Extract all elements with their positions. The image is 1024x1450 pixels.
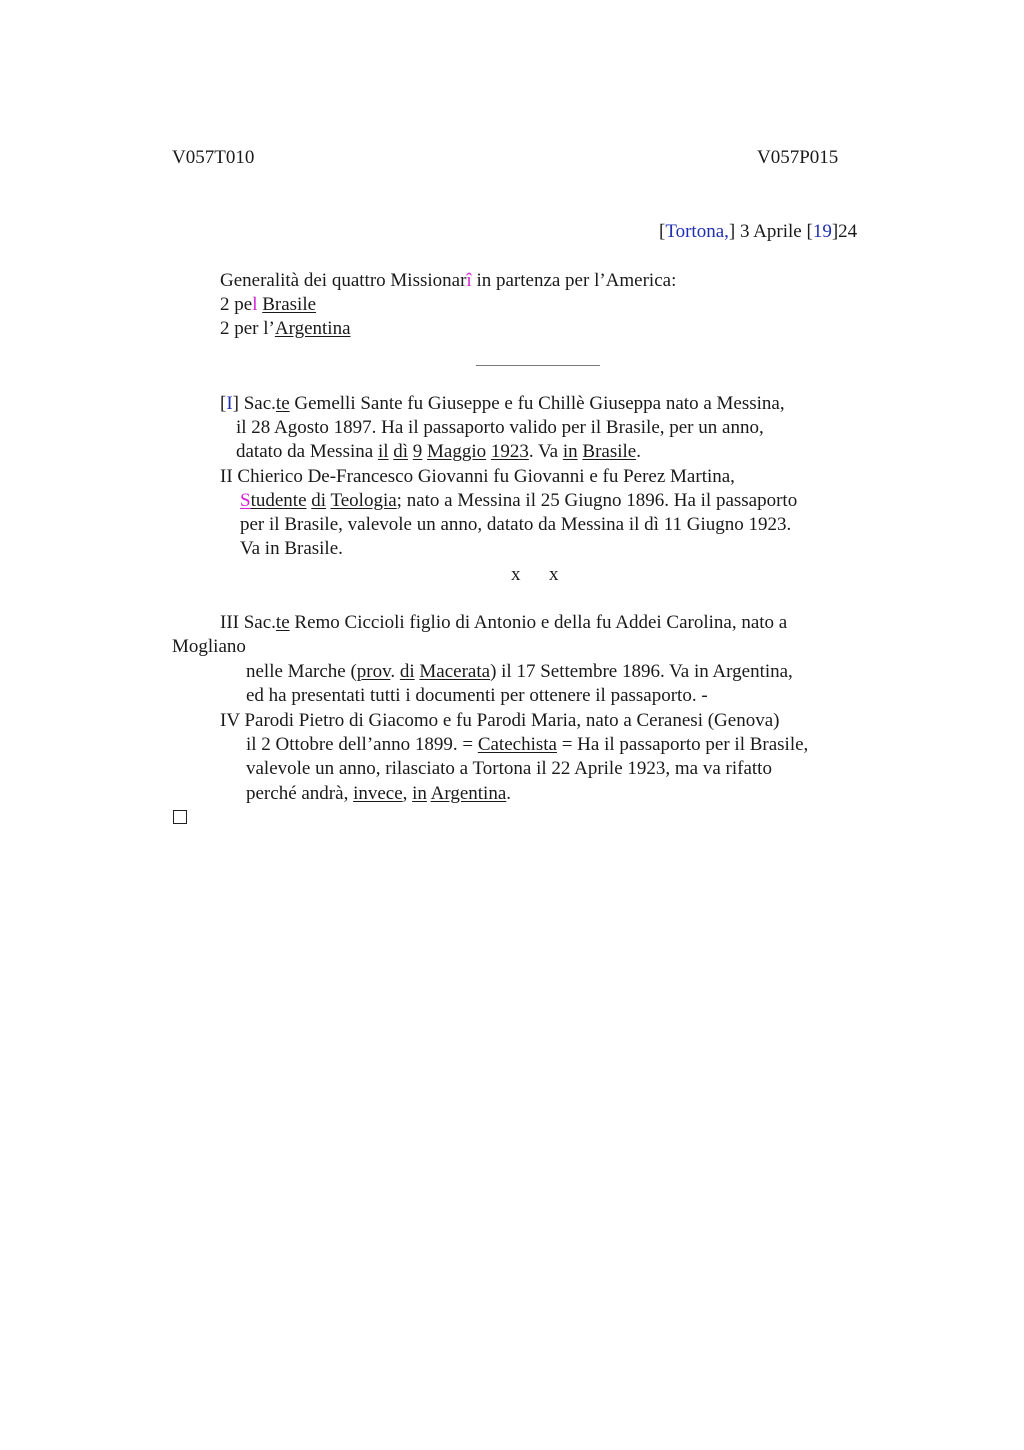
- text: .: [390, 661, 400, 682]
- underlined-word: Catechista: [477, 734, 557, 755]
- entry-1-line-1: [220, 392, 785, 416]
- entry-3-line-3: [246, 660, 793, 684]
- entry-4-line-3: valevole un anno, rilasciato a Tortona il 22 Aprile 1923, ma va rifatto: [246, 758, 772, 779]
- intro-line-2: [220, 293, 316, 317]
- text: Remo Ciccioli figlio di Antonio e della fu Addei Carolina, nato a: [289, 612, 788, 633]
- underlined-word: invece: [353, 783, 403, 804]
- entry-3-line-4: ed ha presentati tutti i documenti per ottenere il passaporto. -: [246, 685, 708, 706]
- dateline-bracket: ]: [728, 221, 736, 242]
- text: = Ha il passaporto per il Brasile,: [556, 734, 809, 755]
- separator-marks: x x: [511, 564, 559, 585]
- dateline-year: 24: [838, 221, 858, 242]
- end-marker-box-icon: [173, 810, 187, 824]
- text: in partenza per l’America:: [471, 270, 677, 291]
- underlined-word: tudente: [250, 490, 307, 511]
- text: Gemelli Sante fu Giuseppe e fu Chillè Giuseppa nato a Messina,: [289, 393, 785, 414]
- text: ,: [402, 783, 413, 804]
- underlined-word: il: [377, 441, 389, 462]
- entry-2-line-2: [240, 489, 797, 513]
- abbreviation: te: [275, 393, 290, 414]
- text: ) il 17 Settembre 1896. Va in Argentina,: [490, 661, 793, 682]
- entry-2-line-4: Va in Brasile.: [240, 538, 343, 559]
- dateline-bracket: ]: [831, 221, 839, 242]
- underlined-word: 9: [412, 441, 423, 462]
- underlined-word: prov: [356, 661, 391, 682]
- entry-number: I: [226, 393, 233, 414]
- correction-mark: î: [466, 270, 472, 291]
- entry-2-line-1: II Chierico De-Francesco Giovanni fu Giovanni e fu Perez Martina,: [220, 466, 735, 487]
- text: datato da Messina: [236, 441, 378, 462]
- text: . Va: [528, 441, 563, 462]
- entry-4-line-2: [246, 733, 808, 757]
- dateline-bracket: [: [659, 221, 666, 242]
- entry-4-line-4: [246, 782, 511, 806]
- horizontal-rule: [476, 365, 600, 366]
- entry-3-line-2: Mogliano: [172, 636, 246, 657]
- entry-2-line-3: per il Brasile, valevole un anno, datato da Messina il dì 11 Giugno 1923.: [240, 514, 792, 535]
- text: Generalità dei quattro Missionar: [220, 270, 467, 291]
- underlined-word: Teologia: [330, 490, 397, 511]
- underlined-word: Macerata: [419, 661, 491, 682]
- dateline-century: 19: [812, 221, 832, 242]
- text: il 2 Ottobre dell’anno 1899. =: [246, 734, 478, 755]
- intro-line-1: [220, 269, 676, 293]
- underlined-word: Maggio: [427, 441, 487, 462]
- underlined-word: in: [412, 783, 427, 804]
- text: ; nato a Messina il 25 Giugno 1896. Ha il passaporto: [396, 490, 798, 511]
- entry-1-line-3: [236, 440, 641, 464]
- text: III Sac.: [220, 612, 276, 633]
- correction-mark: l: [252, 294, 258, 315]
- underlined-word: Argentina: [430, 783, 507, 804]
- abbreviation: te: [275, 612, 290, 633]
- correction-mark: S: [240, 490, 251, 511]
- underlined-word: 1923: [490, 441, 529, 462]
- entry-3-line-1: [220, 611, 787, 635]
- text: ] Sac.: [232, 393, 276, 414]
- text: .: [506, 783, 512, 804]
- intro-line-3: [220, 317, 351, 341]
- text: 2 pe: [220, 294, 253, 315]
- document-code-right: V057P015: [757, 147, 839, 168]
- underlined-word: dì: [393, 441, 409, 462]
- text: .: [636, 441, 641, 462]
- underlined-word: in: [562, 441, 578, 462]
- underlined-word: di: [399, 661, 415, 682]
- document-code-left: V057T010: [172, 147, 255, 168]
- entry-1-line-2: il 28 Agosto 1897. Ha il passaporto valido per il Brasile, per un anno,: [236, 417, 764, 438]
- text: perché andrà,: [246, 783, 354, 804]
- dateline-bracket: [: [806, 221, 813, 242]
- underlined-word: Brasile: [582, 441, 637, 462]
- destination-brasile: Brasile: [262, 294, 317, 315]
- text: 2 per l’: [220, 318, 275, 339]
- dateline-day-month: 3 Aprile: [735, 221, 807, 242]
- underlined-word: di: [311, 490, 327, 511]
- dateline: [659, 220, 857, 244]
- entry-4-line-1: IV Parodi Pietro di Giacomo e fu Parodi Maria, nato a Ceranesi (Genova): [220, 710, 780, 731]
- text: nelle Marche (: [246, 661, 357, 682]
- text: [: [220, 393, 227, 414]
- destination-argentina: Argentina: [274, 318, 351, 339]
- dateline-place: Tortona,: [665, 221, 729, 242]
